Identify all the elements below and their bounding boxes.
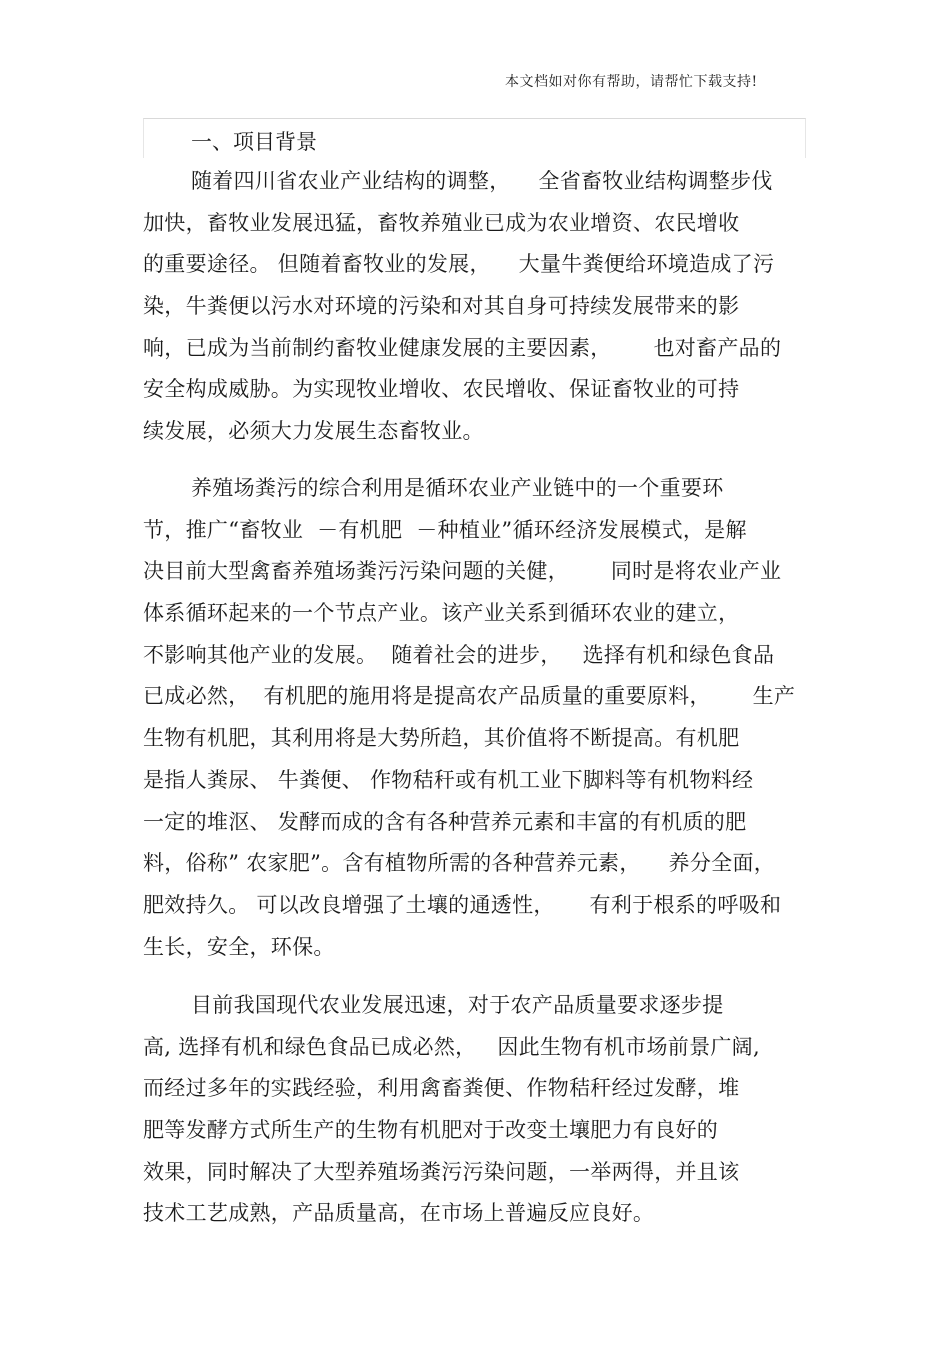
paragraph-line: 响，已成为当前制约畜牧业健康发展的主要因素， 也对畜产品的 <box>143 335 782 360</box>
paragraph-line: 随着四川省农业产业结构的调整， 全省畜牧业结构调整步伐 <box>191 169 773 193</box>
header-note: 本文档如对你有帮助，请帮忙下载支持! <box>505 74 758 90</box>
paragraph-line: 决目前大型禽畜养殖场粪污污染问题的关健， 同时是将农业产业 <box>143 559 782 584</box>
paragraph-line: 高, 选择有机和绿色食品已成必然， 因此生物有机市场前景广阔, <box>143 1034 760 1059</box>
paragraph-line: 技术工艺成熟，产品质量高，在市场上普遍反应良好。 <box>143 1201 655 1226</box>
paragraph-line: 一定的堆沤、 发酵而成的含有各种营养元素和丰富的有机质的肥 <box>143 809 747 834</box>
paragraph-2 <box>143 468 795 968</box>
paragraph-line: 生长，安全，环保。 <box>143 934 335 959</box>
paragraph-3 <box>143 985 760 1235</box>
paragraph-line: 续发展，必须大力发展生态畜牧业。 <box>143 419 484 444</box>
paragraph-line: 而经过多年的实践经验，利用禽畜粪便、作物秸秆经过发酵，堆 <box>143 1076 740 1101</box>
paragraph-line: 生物有机肥，其利用将是大势所趋，其价值将不断提高。有机肥 <box>143 726 740 751</box>
paragraph-line: 是指人粪尿、 牛粪便、 作物秸秆或有机工业下脚料等有机物料经 <box>143 767 754 792</box>
paragraph-line: 料，俗称” 农家肥”。含有植物所需的各种营养元素， 养分全面， <box>143 851 776 876</box>
paragraph-line: 节，推广“畜牧业 －有机肥 －种植业”循环经济发展模式，是解 <box>143 517 747 542</box>
paragraph-line: 肥效持久。 可以改良增强了土壤的通透性， 有利于根系的呼吸和 <box>143 892 782 917</box>
paragraph-line: 体系循环起来的一个节点产业。该产业关系到循环农业的建立， <box>143 601 740 626</box>
section-title: 一、项目背景 <box>191 130 317 154</box>
paragraph-line: 目前我国现代农业发展迅速，对于农产品质量要求逐步提 <box>191 993 724 1017</box>
paragraph-line: 效果，同时解决了大型养殖场粪污污染问题，一举两得，并且该 <box>143 1159 740 1184</box>
paragraph-line: 养殖场粪污的综合利用是循环农业产业链中的一个重要环 <box>191 476 724 500</box>
paragraph-line: 肥等发酵方式所生产的生物有机肥对于改变土壤肥力有良好的 <box>143 1118 719 1143</box>
paragraph-line: 的重要途径。 但随着畜牧业的发展， 大量牛粪便给环境造成了污 <box>143 252 775 277</box>
paragraph-line: 染，牛粪便以污水对环境的污染和对其自身可持续发展带来的影 <box>143 294 740 319</box>
paragraph-line: 已成必然， 有机肥的施用将是提高农产品质量的重要原料， 生产 <box>143 684 796 709</box>
paragraph-line: 安全构成威胁。为实现牧业增收、农民增收、保证畜牧业的可持 <box>143 377 740 402</box>
paragraph-1 <box>143 161 781 453</box>
paragraph-line: 加快，畜牧业发展迅猛，畜牧养殖业已成为农业增资、农民增收 <box>143 210 740 235</box>
paragraph-line: 不影响其他产业的发展。 随着社会的进步， 选择有机和绿色食品 <box>143 642 775 667</box>
